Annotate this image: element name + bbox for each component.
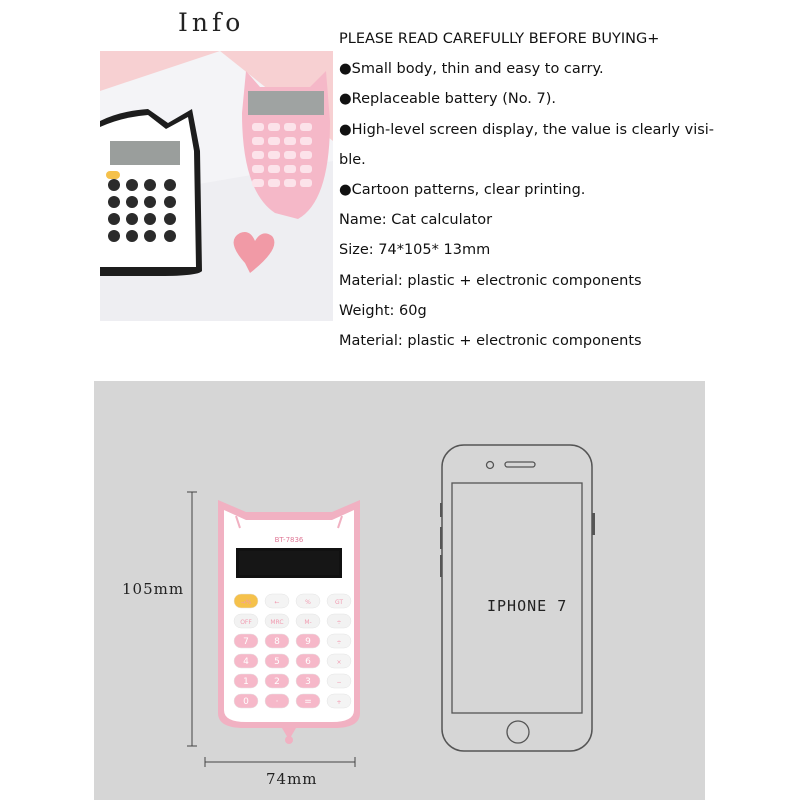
calculator-key-label: % [305,599,311,606]
calculator-key-label: × [336,659,342,666]
calculator-key-label: ÷ [336,619,342,626]
calculator-key-label: 4 [243,657,249,667]
info-line: ble. [339,151,366,168]
calculator-key-label: M- [304,619,312,626]
info-line: PLEASE READ CAREFULLY BEFORE BUYING+ [339,31,660,47]
info-line: ●Small body, thin and easy to carry. [339,61,604,78]
info-title: Info [178,8,245,37]
info-line: ●Replaceable battery (No. 7). [339,91,557,108]
info-line: Material: plastic + electronic components [339,272,642,289]
info-line: Size: 74*105* 13mm [339,242,491,259]
calculator-key-label: 5 [274,657,280,667]
width-dimension-label: 74mm [266,770,318,788]
calculator-key-label: ← [274,599,280,606]
model-label: BT-7836 [274,536,304,544]
phone-model-label: IPHONE 7 [487,597,568,615]
calculator-key-label: 9 [305,637,311,647]
calculator-key-label: →% [240,599,252,606]
calculator-key-label: + [336,699,342,706]
calculator-key-label: · [275,697,279,707]
calculator-key-label: 3 [305,677,311,687]
calculator-key-label: ÷ [336,639,342,646]
height-dimension-label: 105mm [122,580,185,598]
calculator-key-label: 7 [243,637,249,647]
calculator-key-label: − [336,679,342,686]
calculator-key-label: GT [334,599,344,606]
calculator-key-label: 6 [305,657,311,667]
info-line: Weight: 60g [339,302,427,319]
info-line: Material: plastic + electronic components [339,332,642,349]
calculator-key-label: 2 [274,677,280,687]
info-line: ●Cartoon patterns, clear printing. [339,181,586,198]
calculator-key-label: 1 [243,677,249,687]
info-line: Name: Cat calculator [339,212,493,229]
calculator-key-label: 0 [243,697,249,707]
calculator-key-label: MRC [270,619,284,626]
calculator-key-label: OFF [240,619,252,626]
cat-calculator [214,488,364,744]
calculator-key-label: 8 [274,637,280,647]
calculator-key-label: = [304,697,312,707]
info-line: ●High-level screen display, the value is clearly visi- [339,121,715,138]
